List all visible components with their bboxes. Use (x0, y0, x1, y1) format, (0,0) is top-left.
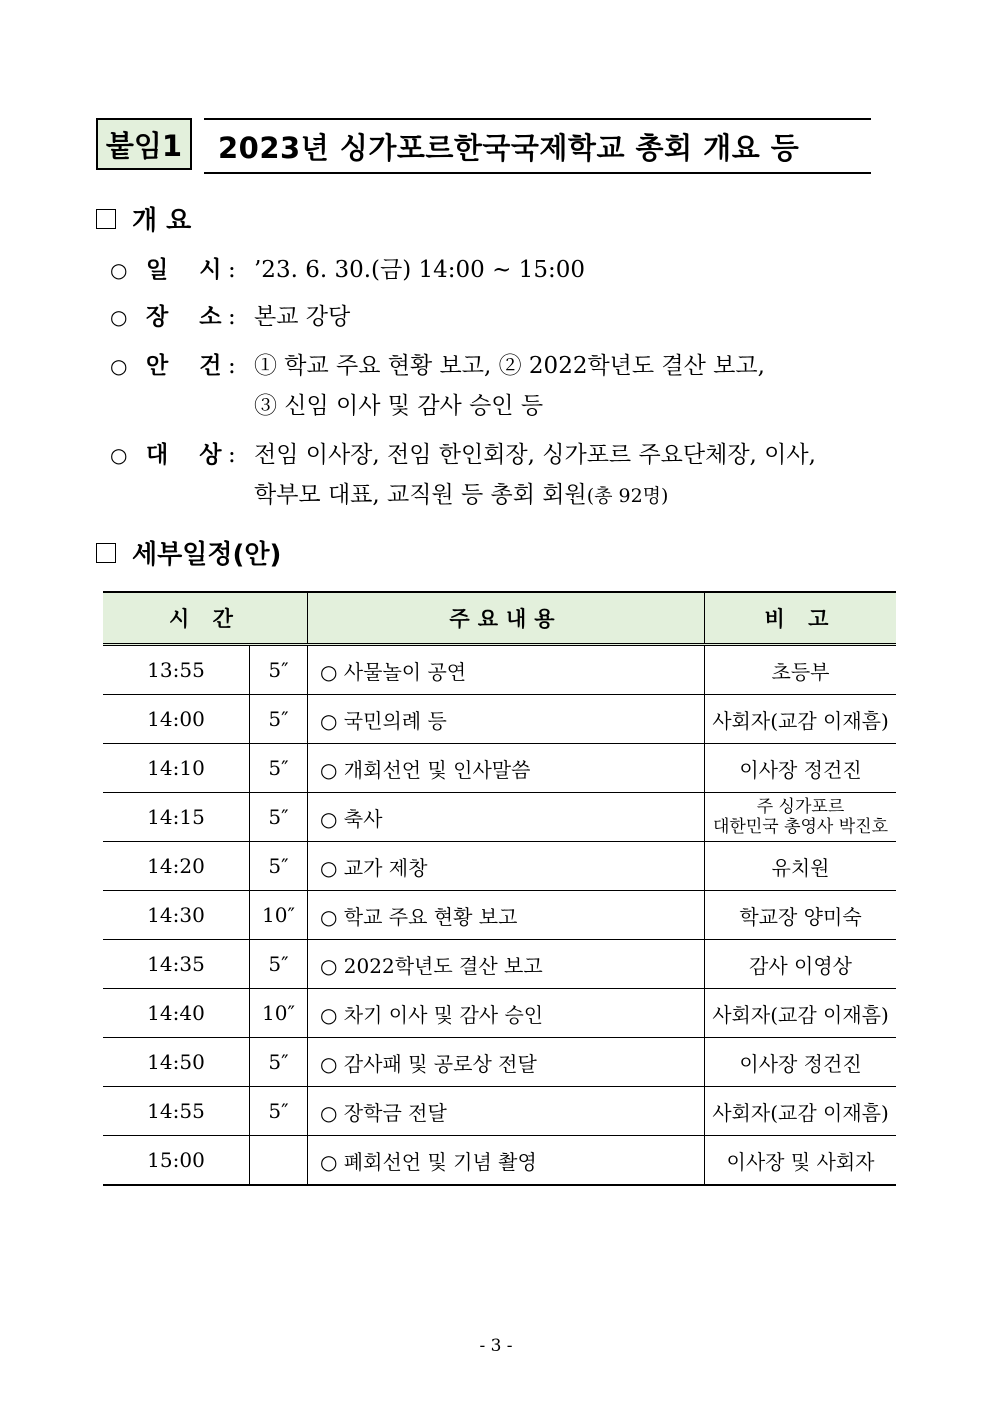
table-row: 14:40 10″ ○ 차기 이사 및 감사 승인 사회자(교감 이재흠) (103, 989, 896, 1038)
item-value: ① 학교 주요 현황 보고, ② 2022학년도 결산 보고, (254, 353, 765, 379)
checkbox-square-icon (96, 543, 116, 563)
column-header-content: 주요내용 (308, 592, 705, 645)
item-value: 전임 이사장, 전임 한인회장, 싱가포르 주요단체장, 이사, (254, 442, 816, 468)
section-schedule-heading: 세부일정(안) (132, 540, 282, 570)
table-row: 14:10 5″ ○ 개회선언 및 인사말씀 이사장 정건진 (103, 744, 896, 793)
document-header (96, 118, 871, 174)
section-overview (96, 200, 191, 237)
table-row: 14:55 5″ ○ 장학금 전달 사회자(교감 이재흠) (103, 1087, 896, 1136)
item-label: 장 소 (146, 304, 222, 330)
column-header-note: 비 고 (705, 592, 897, 645)
table-row: 13:55 5″ ○ 사물놀이 공연 초등부 (103, 645, 896, 695)
attachment-tag: 붙임1 (96, 118, 192, 170)
table-row: 15:00 ○ 폐회선언 및 기념 촬영 이사장 및 사회자 (103, 1136, 896, 1186)
item-value: 본교 강당 (254, 304, 351, 330)
table-row: 14:30 10″ ○ 학교 주요 현황 보고 학교장 양미숙 (103, 891, 896, 940)
circle-bullet-icon: ○ (110, 258, 128, 282)
table-header-row (103, 592, 896, 645)
page-number: - 3 - (479, 1336, 513, 1356)
table-row: 14:35 5″ ○ 2022학년도 결산 보고 감사 이영상 (103, 940, 896, 989)
item-label: 안 건 (146, 353, 222, 379)
schedule-table (103, 591, 896, 1186)
circle-bullet-icon: ○ (110, 354, 128, 378)
table-row: 14:00 5″ ○ 국민의례 등 사회자(교감 이재흠) (103, 695, 896, 744)
column-header-time: 시 간 (103, 592, 308, 645)
section-schedule (96, 534, 281, 571)
item-value: ’23. 6. 30.(금) 14:00 ~ 15:00 (254, 257, 585, 283)
item-value-line2: 학부모 대표, 교직원 등 총회 회원(총 92명) (254, 482, 669, 508)
section-overview-heading: 개 요 (132, 206, 192, 236)
checkbox-square-icon (96, 209, 116, 229)
table-row: 14:20 5″ ○ 교가 제창 유치원 (103, 842, 896, 891)
item-label: 일 시 (146, 257, 222, 283)
item-value-line2: ③ 신임 이사 및 감사 승인 등 (254, 393, 544, 419)
document-title: 2023년 싱가포르한국국제학교 총회 개요 등 (204, 118, 871, 174)
circle-bullet-icon: ○ (110, 305, 128, 329)
table-row: 14:15 5″ ○ 축사 주 싱가포르 대한민국 총영사 박진호 (103, 793, 896, 842)
item-label: 대 상 (146, 442, 222, 468)
circle-bullet-icon: ○ (110, 443, 128, 467)
table-row: 14:50 5″ ○ 감사패 및 공로상 전달 이사장 정건진 (103, 1038, 896, 1087)
